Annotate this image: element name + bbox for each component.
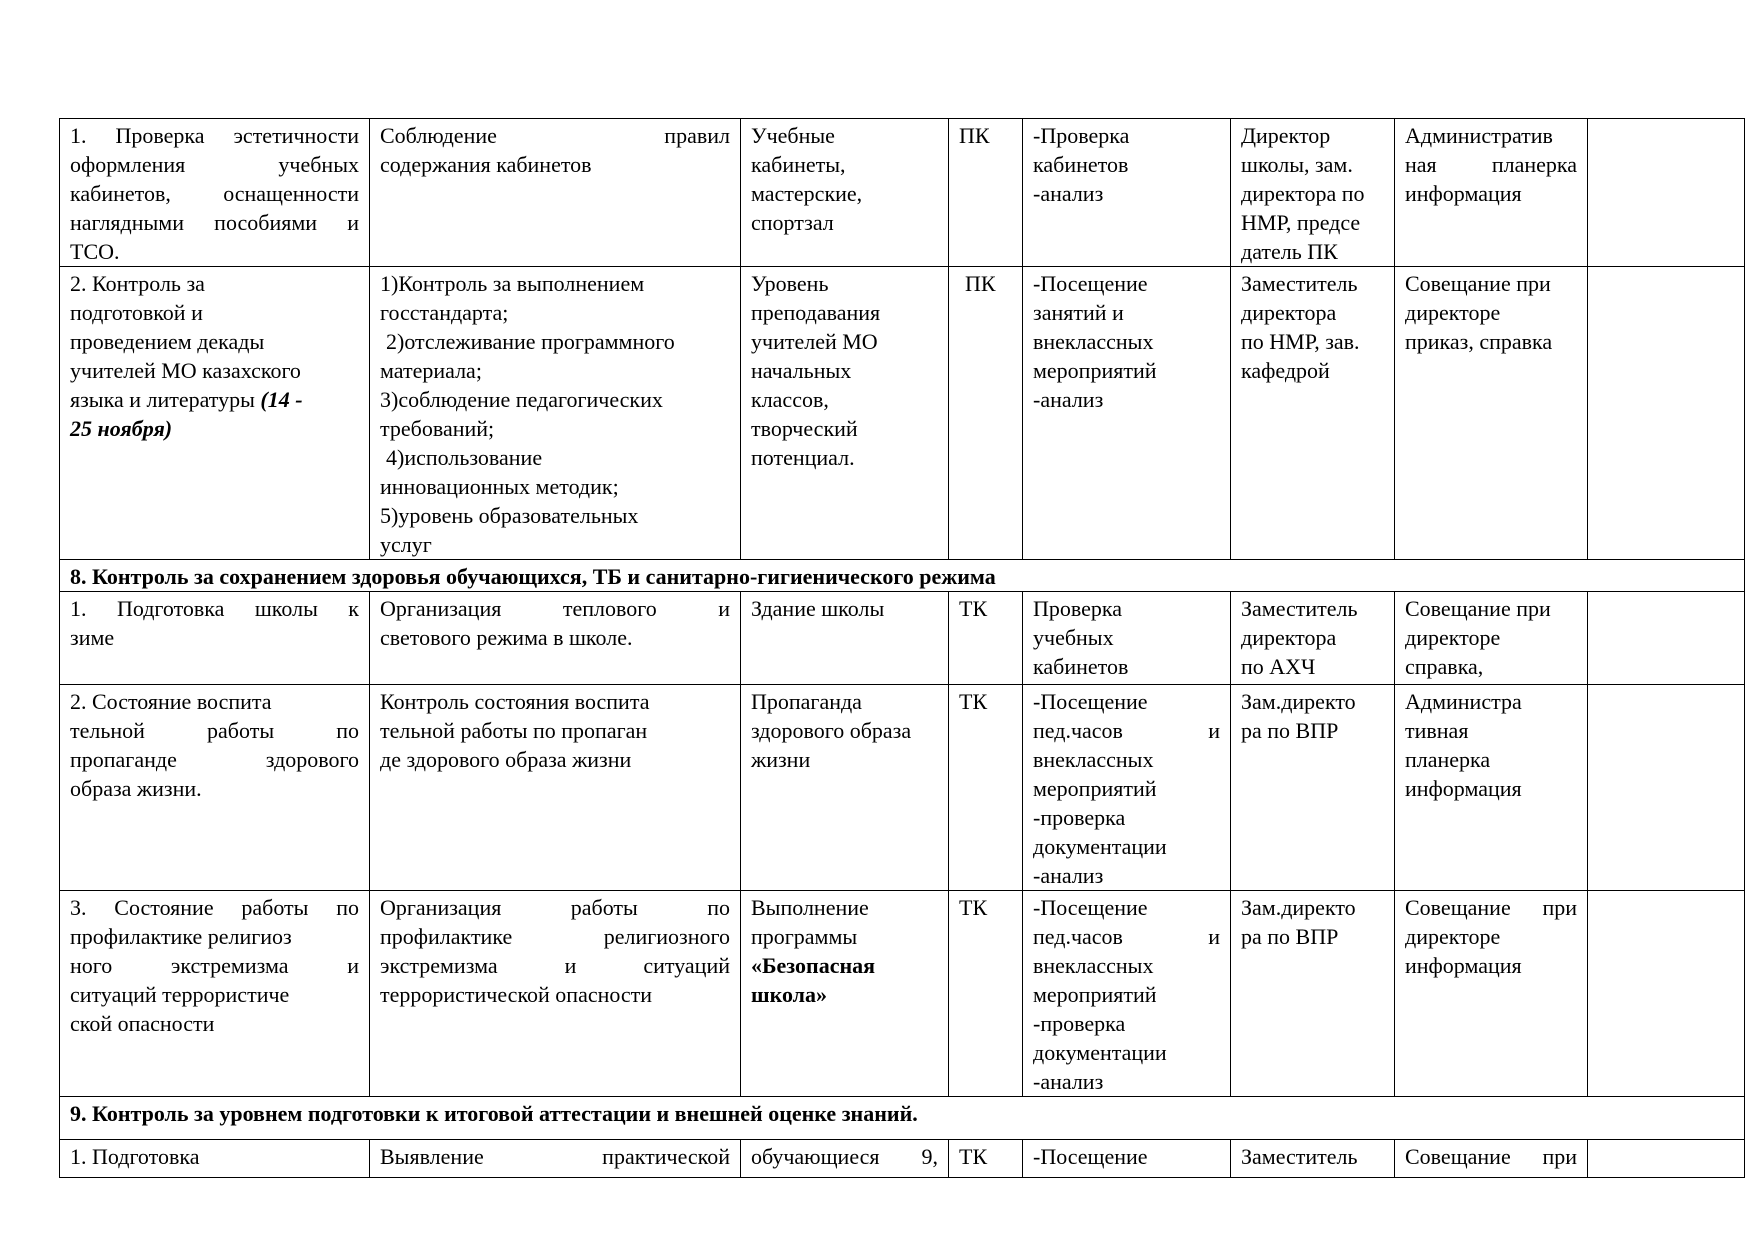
table-cell-object: Выполнение программы «Безопасная школа»	[741, 891, 949, 1097]
table-cell-note	[1588, 685, 1745, 891]
table-row	[60, 267, 1745, 560]
table-cell-control-type: ТК	[949, 891, 1023, 1097]
table-cell-goal: Соблюдение правил содержания кабинетов	[370, 119, 741, 267]
table-cell-check-item: 1. Проверка эстетичности оформления учебных кабинетов, оснащенности наглядными пособиями и ТСО.	[60, 119, 370, 267]
table-cell-result: Административ ная планерка информация	[1395, 119, 1588, 267]
table-cell-result: Совещание при директоре информация	[1395, 891, 1588, 1097]
table-cell-method: -Посещение	[1023, 1140, 1231, 1178]
control-plan-table	[59, 118, 1745, 1178]
table-cell-method: -Посещение занятий и внеклассных мероприятий -анализ	[1023, 267, 1231, 560]
table-cell-method: Проверка учебных кабинетов	[1023, 592, 1231, 685]
table-cell-responsible: Заместитель директора по НМР, зав. кафедрой	[1231, 267, 1395, 560]
table-row	[60, 592, 1745, 685]
table-cell-object: Уровень преподавания учителей МО начальных классов, творческий потенциал.	[741, 267, 949, 560]
table-cell-check-item: 2. Состояние воспита тельной работы по пропаганде здорового образа жизни.	[60, 685, 370, 891]
section-row	[60, 1097, 1745, 1140]
section-row	[60, 560, 1745, 592]
section-heading: 9. Контроль за уровнем подготовки к итоговой аттестации и внешней оценке знаний.	[60, 1097, 1745, 1140]
table-row	[60, 119, 1745, 267]
table-cell-responsible: Директор школы, зам. директора по НМР, предсе датель ПК	[1231, 119, 1395, 267]
table-cell-goal: Контроль состояния воспита тельной работы по пропаган де здорового образа жизни	[370, 685, 741, 891]
table-cell-result: Совещание при директоре приказ, справка	[1395, 267, 1588, 560]
table-cell-object: Учебные кабинеты, мастерские, спортзал	[741, 119, 949, 267]
table-cell-control-type: ТК	[949, 1140, 1023, 1178]
table-cell-result: Администра тивная планерка информация	[1395, 685, 1588, 891]
table-cell-note	[1588, 119, 1745, 267]
table-cell-note	[1588, 1140, 1745, 1178]
table-cell-goal: Организация работы по профилактике религиозного экстремизма и ситуаций террористической опасности	[370, 891, 741, 1097]
table-cell-method: -Проверка кабинетов -анализ	[1023, 119, 1231, 267]
table-cell-responsible: Заместитель директора по АХЧ	[1231, 592, 1395, 685]
table-row	[60, 685, 1745, 891]
table-cell-responsible: Зам.директо ра по ВПР	[1231, 685, 1395, 891]
table-cell-object: Здание школы	[741, 592, 949, 685]
table-cell-result: Совещание при директоре справка,	[1395, 592, 1588, 685]
table-cell-note	[1588, 267, 1745, 560]
table-cell-method: -Посещение пед.часов и внеклассных мероприятий -проверка документации -анализ	[1023, 685, 1231, 891]
table-cell-responsible: Заместитель	[1231, 1140, 1395, 1178]
table-cell-goal: Выявление практической	[370, 1140, 741, 1178]
table-cell-responsible: Зам.директо ра по ВПР	[1231, 891, 1395, 1097]
table-cell-method: -Посещение пед.часов и внеклассных мероприятий -проверка документации -анализ	[1023, 891, 1231, 1097]
table-cell-check-item: 3. Состояние работы по профилактике религиоз ного экстремизма и ситуаций террористиче ской опасности	[60, 891, 370, 1097]
table-cell-result: Совещание при	[1395, 1140, 1588, 1178]
table-cell-note	[1588, 592, 1745, 685]
table-cell-check-item: 2. Контроль за подготовкой и проведением декады учителей МО казахского языка и литературы (14 - 25 ноября)	[60, 267, 370, 560]
section-heading: 8. Контроль за сохранением здоровья обучающихся, ТБ и санитарно-гигиенического режима	[60, 560, 1745, 592]
table-cell-control-type: ПК	[949, 119, 1023, 267]
table-cell-note	[1588, 891, 1745, 1097]
table-cell-control-type: ПК	[949, 267, 1023, 560]
table-cell-control-type: ТК	[949, 592, 1023, 685]
table-cell-goal: 1)Контроль за выполнением госстандарта; 2)отслеживание программного материала; 3)соблюдение педагогических требований; 4)использование инновационных методик; 5)уровень образовательных услуг	[370, 267, 741, 560]
table-cell-check-item: 1. Подготовка школы к зиме	[60, 592, 370, 685]
table-cell-object: обучающиеся 9,	[741, 1140, 949, 1178]
table-row	[60, 891, 1745, 1097]
table-cell-control-type: ТК	[949, 685, 1023, 891]
table-cell-object: Пропаганда здорового образа жизни	[741, 685, 949, 891]
table-row	[60, 1140, 1745, 1178]
table-cell-check-item: 1. Подготовка	[60, 1140, 370, 1178]
table-cell-goal: Организация теплового и светового режима в школе.	[370, 592, 741, 685]
